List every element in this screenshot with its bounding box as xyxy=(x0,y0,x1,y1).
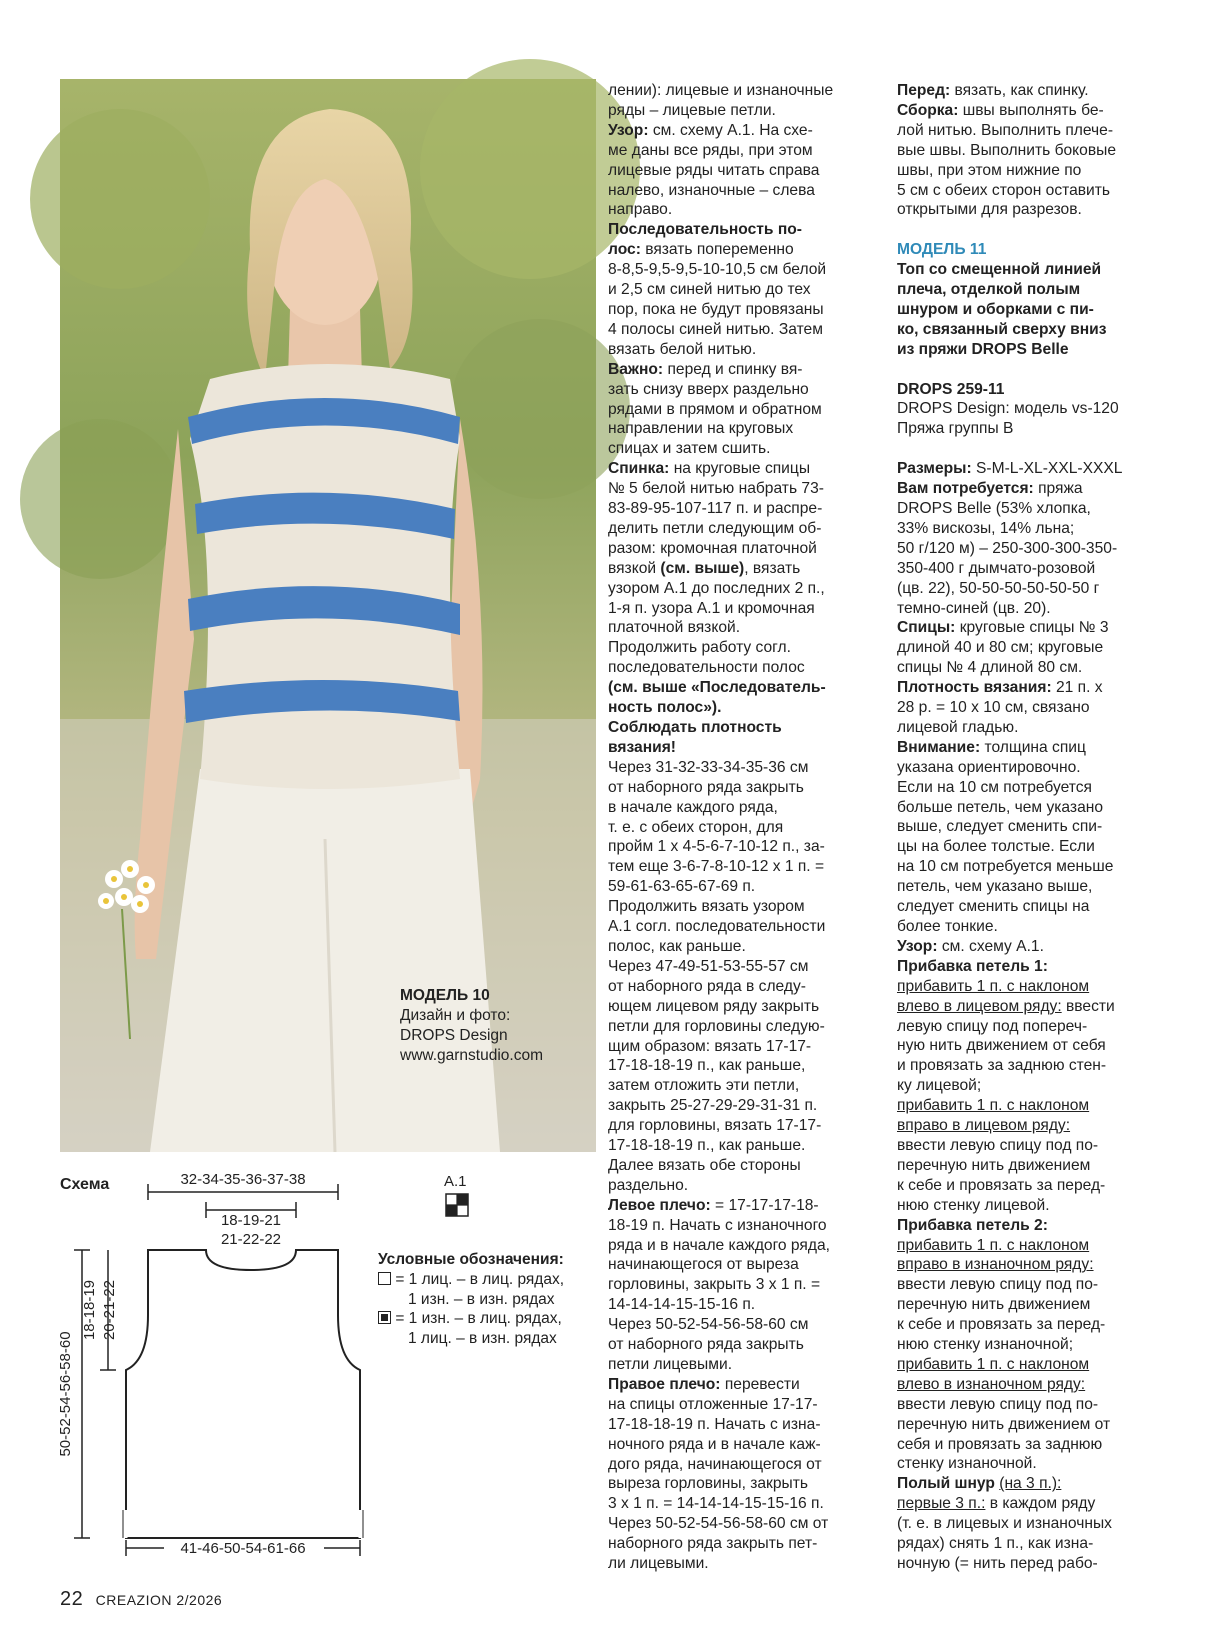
dim-neck-b: 21-22-22 xyxy=(220,1231,282,1248)
term: Спицы: xyxy=(897,619,956,637)
text-line: Продолжить работу согл. xyxy=(608,639,791,657)
text-line xyxy=(897,1216,1122,1236)
text-line: спицы № 4 длиной 80 см. xyxy=(897,659,1083,677)
title-text: из пряжи DROPS Belle xyxy=(897,340,1069,358)
text-line: зать снизу вверх раздельно xyxy=(608,380,809,398)
text-line xyxy=(608,718,833,738)
text-line: начинающегося от выреза xyxy=(608,1256,799,1274)
term: вязания! xyxy=(608,738,676,756)
text-line: лицевой гладью. xyxy=(897,718,1019,736)
text-line: ную нить движением от себя xyxy=(897,1037,1106,1055)
text: S-M-L-XL-XXL-XXXL xyxy=(971,460,1123,478)
title-line xyxy=(897,280,1122,300)
pattern-code xyxy=(897,380,1122,400)
text: ввести xyxy=(1061,997,1115,1015)
text-line xyxy=(608,121,833,141)
text-line: раздельно. xyxy=(608,1176,689,1194)
text-line: полос, как раньше. xyxy=(608,937,746,955)
text-line: следует сменить спицы на xyxy=(897,898,1090,916)
chart-a1-grid xyxy=(446,1194,468,1216)
dim-bottom-width: 41-46-50-54-61-66 xyxy=(180,1540,306,1557)
dim-neck-a: 18-19-21 xyxy=(220,1212,282,1229)
term: лос: xyxy=(608,241,641,259)
text-line: к себе и провязать за перед- xyxy=(897,1176,1106,1194)
text: вязать, как спинку. xyxy=(950,82,1089,99)
text-line xyxy=(897,738,1122,758)
text-line: DROPS Design: модель vs-120 xyxy=(897,400,1119,418)
dim-top-width: 32-34-35-36-37-38 xyxy=(180,1171,306,1188)
text-line: для горловины, вязать 17-17- xyxy=(608,1117,822,1135)
term: Вам потребуется: xyxy=(897,480,1034,498)
title-line xyxy=(897,340,1122,360)
underlined: первые 3 п.: xyxy=(897,1495,986,1513)
text-line: узором A.1 до последних 2 п., xyxy=(608,579,825,597)
text-line xyxy=(897,459,1122,479)
text: пряжа xyxy=(1033,480,1083,498)
text-line: лой нитью. Выполнить плече- xyxy=(897,121,1114,139)
text-line: 14-14-14-15-15-16 п. xyxy=(608,1296,756,1314)
text-line: ввести левую спицу под по- xyxy=(897,1136,1099,1154)
text-line xyxy=(897,957,1122,977)
text-line xyxy=(897,1236,1122,1256)
text-line: разом: кромочная платочной xyxy=(608,539,817,557)
text-line xyxy=(897,1494,1122,1514)
text-line: 83-89-95-107-117 п. и распре- xyxy=(608,500,823,518)
text-line: длиной 40 и 80 см; круговые xyxy=(897,639,1104,657)
text-line: № 5 белой нитью набрать 73- xyxy=(608,480,824,498)
text-line: петель, чем указано выше, xyxy=(897,878,1093,896)
text-line: налево, изнаночные – слева xyxy=(608,181,815,199)
column-right xyxy=(897,81,1122,1574)
text-line: Если на 10 см потребуется xyxy=(897,778,1092,796)
schema-title: Схема xyxy=(60,1176,110,1193)
text-line xyxy=(897,81,1122,101)
text-line: цы на более толстые. Если xyxy=(897,838,1095,856)
text-line: указана ориентировочно. xyxy=(897,758,1081,776)
text-line xyxy=(897,937,1122,957)
text-line: и 2,5 см синей нитью до тех xyxy=(608,281,811,299)
text-line: перечную нить движением xyxy=(897,1156,1091,1174)
text-line: нюю стенку изнаночной; xyxy=(897,1336,1074,1354)
text-line: лении): лицевые и изнаночные xyxy=(608,82,834,99)
text-line xyxy=(608,360,833,380)
text-line xyxy=(897,1474,1122,1494)
text: вязкой xyxy=(608,559,661,577)
text: швы выполнять бе- xyxy=(958,101,1104,119)
column-middle xyxy=(608,81,833,1574)
text-line: левую спицу под попереч- xyxy=(897,1017,1088,1035)
underlined: влево в лицевом ряду: xyxy=(897,997,1062,1015)
body-outline xyxy=(126,1250,360,1538)
legend-line2: 1 изн. – в изн. рядах xyxy=(408,1290,555,1308)
text-line: 5 см с обеих сторон оставить xyxy=(897,181,1111,199)
term: (см. выше «Последователь- xyxy=(608,679,826,697)
term: Сборка: xyxy=(897,101,959,119)
chart-a1-label: A.1 xyxy=(444,1173,467,1190)
text-line xyxy=(608,559,833,579)
underlined: вправо в лицевом ряду: xyxy=(897,1117,1071,1135)
text-line xyxy=(897,618,1122,638)
term: Внимание: xyxy=(897,738,981,756)
pattern-code-text: DROPS 259-11 xyxy=(897,380,1005,398)
text-line: пройм 1 х 4-5-6-7-10-12 п., за- xyxy=(608,838,825,856)
page-number: 22 xyxy=(60,1588,84,1610)
term: (см. выше) xyxy=(660,559,745,577)
text-line: DROPS Belle (53% хлопка, xyxy=(897,499,1091,517)
text-line: от наборного ряда закрыть xyxy=(608,778,804,796)
text-line: направлении на круговых xyxy=(608,420,794,438)
text-line: (т. е. в лицевых и изнаночных xyxy=(897,1515,1112,1533)
text-line: петли лицевыми. xyxy=(608,1356,733,1373)
text-line: Продолжить вязать узором xyxy=(608,898,805,916)
text-line: ряды – лицевые петли. xyxy=(608,101,776,119)
text-line xyxy=(608,220,833,240)
text-line: вые швы. Выполнить боковые xyxy=(897,141,1117,159)
text: в каждом ряду xyxy=(985,1495,1096,1513)
legend-line3: = 1 изн. – в лиц. рядах, xyxy=(395,1310,562,1328)
text: см. схему A.1. На схе- xyxy=(648,121,813,139)
caption-line3: www.garnstudio.com xyxy=(400,1047,544,1064)
legend-line1: = 1 лиц. – в лиц. рядах, xyxy=(395,1270,565,1288)
term: Последовательность по- xyxy=(608,221,802,239)
dim-armhole-a: 18-18-19 xyxy=(81,1279,98,1341)
text: 21 п. х xyxy=(1051,679,1103,697)
text-line: в начале каждого ряда, xyxy=(608,798,778,816)
text: толщина спиц xyxy=(980,738,1086,756)
text-line: Через 47-49-51-53-55-57 см xyxy=(608,957,809,975)
text-line xyxy=(608,1196,833,1216)
term: Левое плечо: xyxy=(608,1196,711,1214)
legend-filled-icon xyxy=(378,1311,391,1324)
text-line: 4 полосы синей нитью. Затем xyxy=(608,320,823,338)
text-line xyxy=(608,240,833,260)
text-line: выше, следует сменить спи- xyxy=(897,818,1103,836)
term: Размеры: xyxy=(897,460,972,478)
text-line: ночного ряда и в начале каж- xyxy=(608,1435,821,1453)
legend-title: Условные обозначения: xyxy=(378,1251,564,1268)
text-line: т. е. с обеих сторон, для xyxy=(608,818,784,836)
text-line: щим образом: вязать 17-17- xyxy=(608,1037,812,1055)
underlined: влево в изнаночном ряду: xyxy=(897,1375,1086,1393)
text-line: швы, при этом нижние по xyxy=(897,161,1082,179)
title-text: плеча, отделкой полым xyxy=(897,281,1081,299)
text-line xyxy=(608,698,833,718)
text-line: закрыть 25-27-29-29-31-31 п. xyxy=(608,1097,818,1115)
page-footer xyxy=(60,1588,222,1611)
text-line: нюю стенку лицевой. xyxy=(897,1196,1050,1214)
text-line: последовательности полос xyxy=(608,659,805,677)
title-text: шнуром и оборками с пи- xyxy=(897,300,1094,318)
text-line: ночную (= нить перед рабо- xyxy=(897,1555,1098,1573)
legend-line4: 1 лиц. – в изн. рядах xyxy=(408,1330,557,1348)
term: Узор: xyxy=(897,937,938,955)
text-line: рядах) снять 1 п., как изна- xyxy=(897,1535,1094,1553)
text-line xyxy=(897,1096,1122,1116)
schema-diagram xyxy=(57,1170,590,1570)
text-line: дого ряда, начинающегося от xyxy=(608,1455,822,1473)
text-line xyxy=(608,738,833,758)
text-line xyxy=(897,1116,1122,1136)
text-line: ку лицевой; xyxy=(897,1077,982,1095)
text-line: направо. xyxy=(608,201,673,219)
text: круговые спицы № 3 xyxy=(955,619,1109,637)
text-line: A.1 согл. последовательности xyxy=(608,918,826,936)
term: Спинка: xyxy=(608,460,670,478)
text-line: выреза горловины, закрыть xyxy=(608,1475,809,1493)
term: Важно: xyxy=(608,360,664,378)
term: Плотность вязания: xyxy=(897,679,1052,697)
term: Полый шнур xyxy=(897,1475,995,1493)
text-line: ряда и в начале каждого ряда, xyxy=(608,1236,830,1254)
text-line: 1-я п. узора A.1 и кромочная xyxy=(608,599,815,617)
title-text: ко, связанный сверху вниз xyxy=(897,320,1107,338)
text-line: и провязать за заднюю стен- xyxy=(897,1057,1107,1075)
text-line: петли для горловины следую- xyxy=(608,1017,825,1035)
text-line: открытыми для разрезов. xyxy=(897,201,1082,219)
text-line: пор, пока не будут провязаны xyxy=(608,300,824,318)
dim-total-height: 50-52-54-56-58-60 xyxy=(57,1331,74,1457)
legend-white-icon xyxy=(378,1272,391,1285)
text-line: 3 х 1 п. = 14-14-14-15-15-16 п. xyxy=(608,1495,824,1513)
text-line: Далее вязать обе стороны xyxy=(608,1156,801,1174)
text-line: Пряжа группы B xyxy=(897,420,1014,438)
text-line: вязать белой нитью. xyxy=(608,340,757,358)
term: Правое плечо: xyxy=(608,1375,721,1393)
text-line: 17-18-18-19 п. Начать с изна- xyxy=(608,1415,821,1433)
text-line: Через 50-52-54-56-58-60 см от xyxy=(608,1515,829,1533)
text: на круговые спицы xyxy=(669,460,811,478)
text-line xyxy=(897,997,1122,1017)
text: перевести xyxy=(720,1375,800,1393)
text-line: ющем лицевом ряду закрыть xyxy=(608,997,820,1015)
dim-armhole-b: 20-21-22 xyxy=(101,1279,118,1341)
term: Соблюдать плотность xyxy=(608,719,782,736)
text-line: темно-синей (цв. 20). xyxy=(897,599,1051,617)
caption-line2: DROPS Design xyxy=(400,1027,508,1044)
text-line: перечную нить движением xyxy=(897,1296,1091,1314)
text-line: больше петель, чем указано xyxy=(897,798,1104,816)
term: Узор: xyxy=(608,121,649,139)
text-line: затем отложить эти петли, xyxy=(608,1077,800,1095)
text-line xyxy=(897,678,1122,698)
text-line: стенку изнаночной. xyxy=(897,1455,1037,1473)
legend xyxy=(378,1250,564,1349)
text-line: спицах и затем сшить. xyxy=(608,440,771,458)
text-line: перечную нить движением от xyxy=(897,1415,1111,1433)
underlined: прибавить 1 п. с наклоном xyxy=(897,1355,1090,1373)
text-line: 18-19 п. Начать с изнаночного xyxy=(608,1216,827,1234)
text: , вязать xyxy=(744,559,801,577)
text-line: Через 50-52-54-56-58-60 см xyxy=(608,1316,809,1334)
caption-line1: Дизайн и фото: xyxy=(400,1007,511,1024)
title-line xyxy=(897,320,1122,340)
text-line: 8-8,5-9,5-9,5-10-10,5 см белой xyxy=(608,261,827,279)
text-line xyxy=(897,1375,1122,1395)
text-line: лицевые ряды читать справа xyxy=(608,161,820,179)
term: Перед: xyxy=(897,82,951,99)
model-11-heading: МОДЕЛЬ 11 xyxy=(897,241,987,259)
text-line: ли лицевыми. xyxy=(608,1555,709,1573)
text-line: 50 г/120 м) – 250-300-300-350- xyxy=(897,539,1118,557)
text-line: Через 31-32-33-34-35-36 см xyxy=(608,758,809,776)
text-line: 28 р. = 10 х 10 см, связано xyxy=(897,699,1090,717)
text-line xyxy=(897,479,1122,499)
text-line: рядами в прямом и обратном xyxy=(608,400,822,418)
caption-model: МОДЕЛЬ 10 xyxy=(400,987,490,1004)
text-line xyxy=(897,101,1122,121)
text: = 17-17-17-18- xyxy=(710,1196,819,1214)
underlined: прибавить 1 п. с наклоном xyxy=(897,1097,1090,1115)
text-line: ввести левую спицу под по- xyxy=(897,1276,1099,1294)
text: перед и спинку вя- xyxy=(663,360,803,378)
text-line: ввести левую спицу под по- xyxy=(897,1395,1099,1413)
term: Прибавка петель 2: xyxy=(897,1216,1048,1234)
text-line: 17-18-18-19 п., как раньше, xyxy=(608,1057,806,1075)
underlined: прибавить 1 п. с наклоном xyxy=(897,1236,1090,1254)
underlined: вправо в изнаночном ряду: xyxy=(897,1256,1094,1274)
text-line: тем еще 3-6-7-8-10-12 х 1 п. = xyxy=(608,858,825,876)
underlined: прибавить 1 п. с наклоном xyxy=(897,977,1090,995)
title-line xyxy=(897,260,1122,280)
text-line: (цв. 22), 50-50-50-50-50-50 г xyxy=(897,579,1100,597)
text-line xyxy=(608,459,833,479)
title-text: Топ со смещенной линией xyxy=(897,261,1102,279)
text-line: 350-400 г дымчато-розовой xyxy=(897,559,1096,577)
title-line xyxy=(897,300,1122,320)
text-line: от наборного ряда в следу- xyxy=(608,977,806,995)
text-line: более тонкие. xyxy=(897,918,998,936)
underlined: (на 3 п.): xyxy=(999,1475,1062,1493)
text-line xyxy=(608,1375,833,1395)
text-line: 17-18-18-19 п., как раньше. xyxy=(608,1137,806,1155)
magazine-issue: CREAZION 2/2026 xyxy=(95,1592,223,1608)
text-line: на спицы отложенные 17-17- xyxy=(608,1395,818,1413)
text-line: наборного ряда закрыть пет- xyxy=(608,1535,818,1553)
text-line: платочной вязкой. xyxy=(608,619,741,637)
text-line: делить петли следующим об- xyxy=(608,519,822,537)
text: см. схему A.1. xyxy=(937,937,1044,955)
text-line: от наборного ряда закрыть xyxy=(608,1336,804,1354)
text-line xyxy=(897,1255,1122,1275)
text: вязать попеременно xyxy=(640,241,794,259)
text-line xyxy=(897,977,1122,997)
text-line xyxy=(608,678,833,698)
text-line: на 10 см потребуется меньше xyxy=(897,858,1114,876)
text-line: горловины, закрыть 3 х 1 п. = xyxy=(608,1276,821,1294)
text-line: 59-61-63-65-67-69 п. xyxy=(608,878,756,896)
photo-caption xyxy=(400,986,590,1066)
text-line: себя и провязать за заднюю xyxy=(897,1435,1103,1453)
term: Прибавка петель 1: xyxy=(897,957,1048,975)
term: ность полос»). xyxy=(608,699,722,717)
text-line: к себе и провязать за перед- xyxy=(897,1316,1106,1334)
text-line: 33% вискозы, 14% льна; xyxy=(897,519,1075,537)
text-line: ме даны все ряды, при этом xyxy=(608,141,813,159)
text-line xyxy=(897,1355,1122,1375)
